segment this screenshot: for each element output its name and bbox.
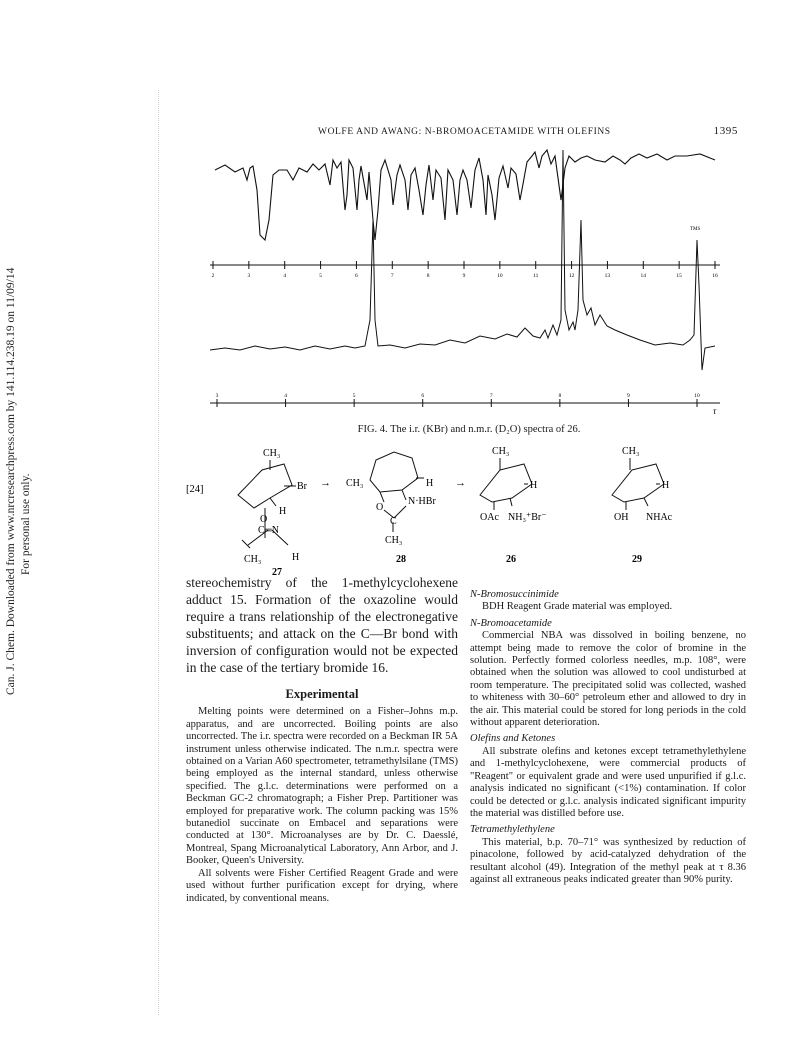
ir-tick-label: 14 (640, 273, 647, 279)
intro-paragraph: stereochemistry of the 1-methylcyclohexene adduct 15. Formation of the oxazoline would require a trans relationship of the electronegative substituents; and attack on the C—Br bond with inversion of configuration would not be expected in the case of the tertiary bromide 16. (186, 575, 458, 675)
nba-heading: N-Bromoacetamide (470, 617, 552, 629)
running-title: WOLFE AND AWANG: N-BROMOACETAMIDE WITH OLEFINS (318, 127, 611, 137)
nmr-tick-label: 3 (215, 393, 219, 399)
ir-tick-label: 8 (426, 273, 430, 279)
margin-rule (158, 90, 159, 1015)
ir-tick-label: 6 (355, 273, 358, 279)
c29-oh: OH (614, 512, 629, 523)
ir-tick-label: 16 (712, 273, 718, 279)
c28-c: C (390, 516, 397, 527)
c28-h: H (426, 478, 434, 489)
side-note-line-1: Can. J. Chem. Downloaded from www.nrcresearchpress.com by 141.114.238.19 on 11/09/14 (5, 267, 17, 695)
c29-h: H (662, 480, 670, 491)
nbs-text: BDH Reagent Grade material was employed. (482, 601, 673, 613)
tme-heading: Tetramethylethylene (470, 824, 555, 836)
compound-28 (370, 452, 424, 532)
left-column (186, 574, 458, 905)
ir-spectrum-trace (215, 150, 715, 240)
c29-ch3: CH₃ (622, 446, 640, 457)
page-number: 1395 (713, 125, 738, 137)
c27-ch3-top: CH₃ (263, 448, 281, 459)
c27-h-bottom: H (292, 552, 300, 563)
experimental-heading: Experimental (285, 687, 359, 701)
c28-ch3-bottom: CH₃ (385, 535, 403, 546)
nmr-tick-label: 7 (489, 393, 493, 399)
c29-nhac: NHAc (646, 512, 673, 523)
ir-tick-label: 3 (247, 273, 251, 279)
ir-tick-label: 15 (676, 273, 682, 279)
c28-ch3: CH₃ (346, 478, 364, 489)
experimental-paragraph-2: All solvents were Fisher Certified Reagent Grade and were used without further purification except for drying, where indicated, by conventional means. (186, 867, 458, 904)
experimental-paragraph-1: Melting points were determined on a Fisher–Johns m.p. apparatus, and are uncorrected. Boiling points are also uncorrected. The i.r. spectra were recorded on a Beckman IR 5A instrument unless otherwise indicated. The n.m.r. spectra were obtained on a Varian A60 spectrometer, tetramethylsilane (TMS) being employed as the internal standard, unless otherwise specified. The g.l.c. determinations were performed on a Beckman GC-2 chromatograph; a Fisher Prep. Partitioner was employed for preparative work. The column packing was 15% butanediol succinate on Embacel and separations were conducted at 130°. Microanalyses are by Dr. C. Daesslé, Montreal, Spang Microanalytical Laboratory, Ann Arbor, and J. Booker, Queen's University. (186, 706, 458, 867)
ir-tick-label: 4 (283, 273, 287, 279)
c27-o: O (260, 514, 268, 525)
equation-number: [24] (186, 484, 204, 495)
ir-tick-label: 9 (462, 273, 466, 279)
c26-nh3br: NH₃⁺Br⁻ (508, 512, 547, 523)
right-column (470, 585, 746, 886)
ir-tick-label: 10 (497, 273, 503, 279)
c27-ch3-bottom: CH₃ (244, 554, 262, 565)
figure-caption: FIG. 4. The i.r. (KBr) and n.m.r. (D₂O) spectra of 26. (357, 424, 581, 435)
c27-br: Br (297, 481, 307, 492)
running-header (200, 125, 738, 141)
nmr-spectrum-trace (210, 150, 715, 370)
label-27: 27 (272, 567, 282, 578)
c26-ch3: CH₃ (492, 446, 510, 457)
tms-label: TMS (690, 227, 701, 232)
tme-text: This material, b.p. 70–71° was synthesized by reduction of pinacolone, followed by acid-catalyzed dehydration of the resultant alcohol (49). Integration of the methyl peak at τ 8.36 against all extraneous peaks indicated greater than 90% purity. (470, 836, 746, 885)
ir-tick-label: 5 (319, 273, 322, 279)
ir-tick-label: 2 (211, 273, 215, 279)
nmr-tick-label: 8 (558, 393, 562, 399)
spectra-figure (195, 140, 740, 425)
nba-text: Commercial NBA was dissolved in boiling benzene, no attempt being made to remove the color of bromine in the solution. Perfectly formed colorless needles, m.p. 108°, were obtained when the solution was allowed to cool undisturbed at room temperature. The precipitated solid was collected, washed to whiteness with 30–60° petroleum ether and allowed to dry in the air. This material could be stored for long periods in the cold without apparent deterioration. (470, 630, 746, 729)
side-download-note (4, 267, 48, 695)
ir-tick-label: 12 (568, 273, 575, 279)
ir-scale-ticks (212, 261, 718, 279)
c27-h: H (279, 506, 287, 517)
c28-o: O (376, 502, 384, 513)
label-26: 26 (506, 554, 516, 565)
c26-oac: OAc (480, 512, 499, 523)
ir-tick-label: 7 (390, 273, 394, 279)
nbs-heading: N-Bromosuccinimide (470, 589, 559, 600)
olefins-text: All substrate olefins and ketones except tetramethylethylene and 1-methylcyclohexene, were commercial products of "Reagent" or equivalent grade and were used unpurified if g.l.c. analysis indicated no significant (<1%) contamination. If color could be detected or g.l.c. analysis indicated significant impurity the material was distilled before use. (470, 745, 746, 819)
side-note-line-2: For personal use only. (20, 473, 32, 575)
nmr-tick-label: 10 (694, 393, 700, 399)
label-28: 28 (396, 554, 406, 565)
nmr-tick-label: 4 (284, 393, 287, 399)
c26-h: H (530, 480, 538, 491)
nmr-tick-label: 9 (627, 393, 630, 399)
arrow-2-icon: → (455, 477, 466, 489)
nmr-scale-ticks (216, 393, 700, 407)
arrow-1-icon: → (320, 477, 331, 489)
reaction-scheme (180, 440, 740, 580)
c27-cn: C═N (258, 525, 279, 536)
nmr-tick-label: 5 (352, 393, 356, 399)
olefins-heading: Olefins and Ketones (470, 733, 556, 745)
compound-29 (612, 458, 664, 510)
nmr-tick-label: 6 (421, 393, 425, 399)
label-29: 29 (632, 554, 642, 565)
c28-nhbr: N·HBr (408, 496, 436, 507)
tau-label: τ (713, 406, 717, 416)
ir-tick-label: 11 (533, 273, 539, 279)
compound-26 (480, 458, 532, 510)
ir-tick-label: 13 (604, 273, 611, 279)
